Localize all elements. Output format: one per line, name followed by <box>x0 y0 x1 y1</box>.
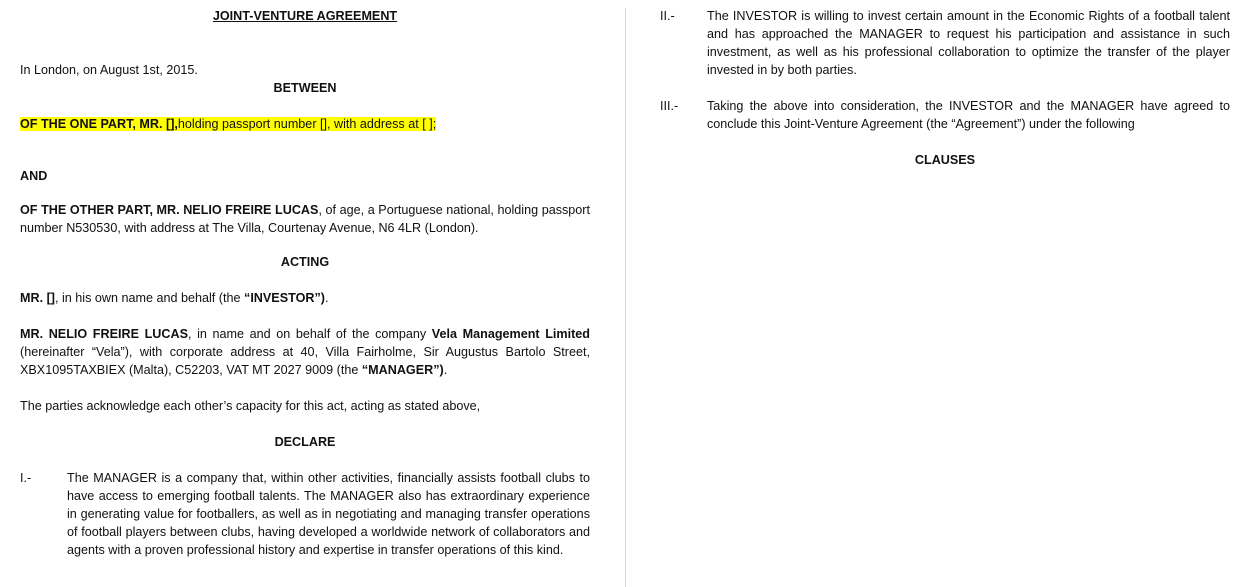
party-other-label: OF THE OTHER PART, MR. NELIO FREIRE LUCAS <box>20 203 319 217</box>
item-number: III.- <box>660 99 679 113</box>
party-other-details: , of age, a Portuguese national, holding passport number N530530, with address at The Villa, Courtenay Avenue, N6 4LR (London). <box>20 203 590 235</box>
manager-text-1: , in name and on behalf of the company <box>187 327 432 341</box>
investor-end: . <box>324 291 329 305</box>
heading-and: AND <box>20 169 48 183</box>
manager-company: Vela Management Limited <box>431 327 590 341</box>
investor-paragraph <box>20 289 590 307</box>
investor-name: MR. [] <box>20 291 55 305</box>
heading-declare: DECLARE <box>274 435 336 449</box>
heading-clauses: CLAUSES <box>914 153 976 167</box>
declare-item-2 <box>660 7 1230 79</box>
item-number: I.- <box>20 471 32 485</box>
declare-item-1 <box>20 469 590 577</box>
manager-defined-term: “MANAGER”) <box>361 363 444 377</box>
place-date: In London, on August 1st, 2015. <box>20 63 198 77</box>
acknowledge-paragraph: The parties acknowledge each other’s capacity for this act, acting as stated above, <box>20 399 481 413</box>
manager-text-2: (hereinafter “Vela”), with corporate address at 40, Villa Fairholme, Sir Augustus Bartolo Street, XBX1095TAXBIEX (Malta), C52203, VAT MT 2027 9009 (the <box>20 345 590 377</box>
party-other-paragraph <box>20 201 590 237</box>
manager-name: MR. NELIO FREIRE LUCAS <box>20 327 188 341</box>
document-title: JOINT-VENTURE AGREEMENT <box>212 9 398 23</box>
investor-text: , in his own name and behalf (the <box>54 291 245 305</box>
party-one-label: OF THE ONE PART, MR. [], <box>20 117 178 131</box>
page-divider <box>625 8 626 587</box>
manager-paragraph <box>20 325 590 379</box>
heading-acting: ACTING <box>280 255 330 269</box>
party-one-paragraph <box>20 115 590 133</box>
item-text: Taking the above into consideration, the INVESTOR and the MANAGER have agreed to conclude this Joint-Venture Agreement (the “Agreement”) under the following <box>707 99 1230 131</box>
party-one-details: holding passport number [], with address at [ ]; <box>177 117 437 131</box>
item-number: II.- <box>660 9 675 23</box>
heading-between: BETWEEN <box>273 81 337 95</box>
item-text: The MANAGER is a company that, within other activities, financially assists football clubs to have access to emerging football talents. The MANAGER also has extraordinary experience in generating value for footballers, as well as in negotiating and managing transfer operations of football players between clubs, having developed a worldwide network of collaborators and agents with a proven professional history and expertise in transfer operations of this kind. <box>67 471 590 557</box>
declare-item-3 <box>660 97 1230 133</box>
manager-end: . <box>443 363 448 377</box>
item-text: The INVESTOR is willing to invest certain amount in the Economic Rights of a football talent and has approached the MANAGER to request his participation and assistance in such investment, as well as his professional collaboration to optimize the transfer of the player invested in by both parties. <box>707 9 1230 77</box>
investor-defined-term: “INVESTOR”) <box>244 291 325 305</box>
